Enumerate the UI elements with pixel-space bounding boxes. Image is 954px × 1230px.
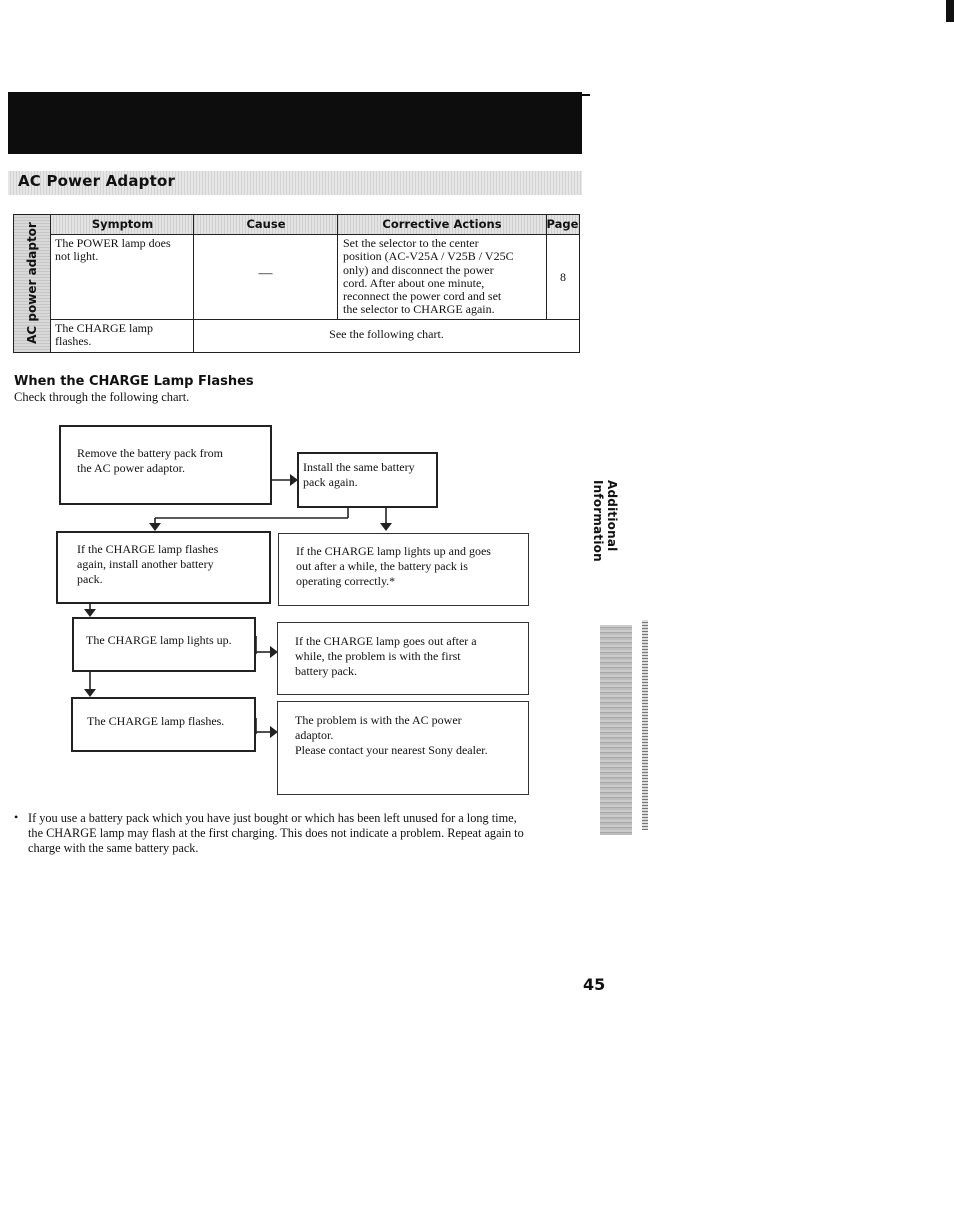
table-side-label: AC power adaptor <box>25 222 39 344</box>
chapter-side-shade <box>600 625 632 835</box>
arrowhead-down <box>84 609 96 617</box>
header-page: Page <box>546 217 579 231</box>
header-cause: Cause <box>246 217 286 231</box>
row2-merged-action: See the following chart. <box>329 327 444 341</box>
chapter-side-shade-edge <box>642 620 648 830</box>
arrowhead-down <box>380 523 392 531</box>
flow-box-first-pack-problem: If the CHARGE lamp goes out after a while, the problem is with the first battery pack. <box>277 622 529 695</box>
arrowhead-down <box>84 689 96 697</box>
subsection-title: When the CHARGE Lamp Flashes <box>14 374 254 389</box>
flow-box-lamp-flashes: The CHARGE lamp flashes. <box>71 697 256 752</box>
arrowhead-down <box>149 523 161 531</box>
subsection-intro: Check through the following chart. <box>14 390 190 404</box>
section-title: AC Power Adaptor <box>18 172 176 190</box>
chapter-side-tab: Additional Information <box>591 480 619 562</box>
header-symptom: Symptom <box>91 217 154 231</box>
row1-cause: — <box>258 266 273 281</box>
row1-corrective: Set the selector to the center position (AC-V25A / V25B / V25C only) and disconnect the power cord. After about one minute, reconnect the power cord and set the selector to CHARGE again. <box>343 236 514 317</box>
row2-symptom: The CHARGE lamp flashes. <box>55 321 153 349</box>
flow-box-pack-ok: If the CHARGE lamp lights up and goes out after a while, the battery pack is operating correctly.* <box>278 533 529 606</box>
flow-box-remove-pack: Remove the battery pack from the AC power adaptor. <box>59 425 272 505</box>
row1-symptom: The POWER lamp does not light. <box>55 236 171 264</box>
flow-box-install-another: If the CHARGE lamp flashes again, install another battery pack. <box>56 531 271 604</box>
page-number: 45 <box>583 975 606 994</box>
footnote: If you use a battery pack which you have just bought or which has been left unused for a long time, the CHARGE lamp may flash at the first charging. This does not indicate a problem. Repeat again to charge with the same battery pack. <box>28 811 524 855</box>
flow-box-lamp-lights-up: The CHARGE lamp lights up. <box>72 617 256 672</box>
footnote-bullet: • <box>14 810 19 824</box>
flow-box-install-same: Install the same battery pack again. <box>297 452 438 508</box>
flow-box-ac-adaptor-problem: The problem is with the AC power adaptor. Please contact your nearest Sony dealer. <box>277 701 529 795</box>
row1-page: 8 <box>560 270 566 284</box>
header-corrective-actions: Corrective Actions <box>382 217 502 231</box>
